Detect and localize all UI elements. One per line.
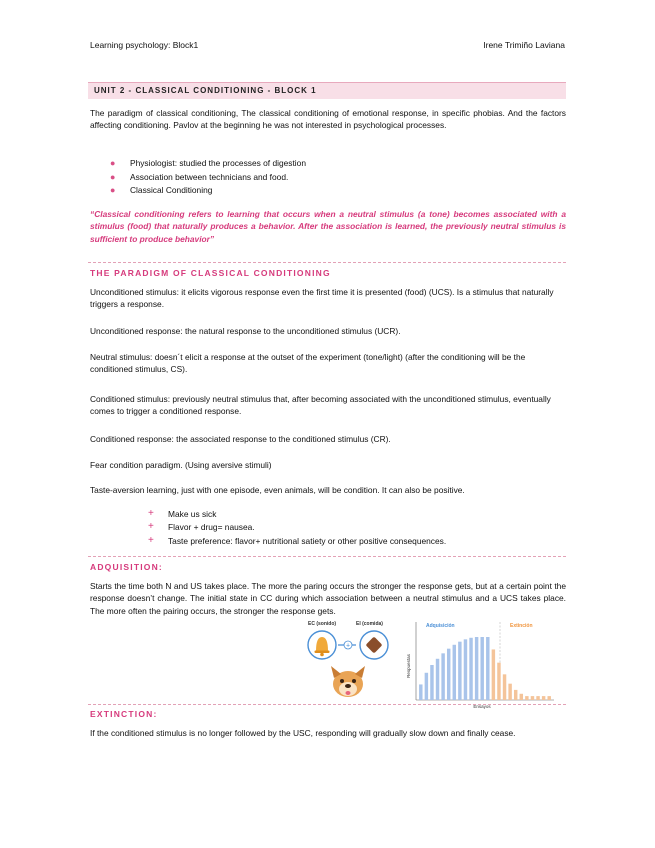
taste-aversion-text: Taste-aversion learning, just with one episode, even animals, will be condition. It can also be positive. xyxy=(90,485,465,495)
acquisition-bar xyxy=(425,673,428,700)
list-item: + Make us sick xyxy=(148,508,217,519)
ei-label: EI (comida) xyxy=(356,621,383,627)
acquisition-bar xyxy=(447,649,450,700)
extinction-bar xyxy=(520,694,523,700)
extinction-bar xyxy=(492,649,495,700)
acquisition-bar xyxy=(475,637,478,700)
intro-bullet-list xyxy=(110,157,306,198)
ucs-definition: Unconditioned stimulus: it elicits vigorous response even the first time it is presented (food) (UCS). Is a stimulus that naturally triggers a response. xyxy=(90,287,554,310)
bullet-icon: ● xyxy=(110,185,116,195)
list-item: ● Physiologist: studied the processes of digestion xyxy=(110,157,306,171)
extinction-bar xyxy=(514,690,517,700)
extinction-bar xyxy=(547,696,550,700)
acquisition-extinction-chart xyxy=(402,618,558,710)
extinction-bar xyxy=(503,674,506,700)
acquisition-bar xyxy=(469,638,472,700)
definition-quote: “Classical conditioning refers to learning that occurs when a neutral stimulus (a tone) becomes associated with a stimulus (food) that naturally produces a behavior. After the association is learned, the previously neutral stimulus is sufficient to produce behavior” xyxy=(90,209,566,244)
extinction-section-title: EXTINCTION: xyxy=(90,709,158,719)
acquisition-bar xyxy=(486,637,489,700)
cr-definition: Conditioned response: the associated response to the conditioned stimulus (CR). xyxy=(90,434,391,444)
intro-paragraph: The paradigm of classical conditioning, The classical conditioning of emotional response, in specific phobias. And the factors affecting conditioning. Pavlov at the beginning he was not interested in psychological processes. xyxy=(90,108,566,131)
y-axis-label: Respuestas xyxy=(406,654,411,678)
unit-title-band xyxy=(88,82,566,99)
conditioning-diagram xyxy=(302,618,398,700)
extinction-bar xyxy=(531,696,534,700)
plus-sign: + xyxy=(345,642,351,650)
x-axis-label: Ensayos xyxy=(473,704,491,709)
list-item: + Flavor + drug= nausea. xyxy=(148,521,255,533)
plus-icon: + xyxy=(148,508,154,519)
list-item: ● Classical Conditioning xyxy=(110,184,306,198)
unit-title: UNIT 2 - CLASSICAL CONDITIONING - BLOCK 1 xyxy=(94,86,317,95)
plus-icon: + xyxy=(148,534,154,546)
acquisition-bar xyxy=(464,639,467,700)
cs-definition: Conditioned stimulus: previously neutral stimulus that, after becoming associated with the unconditioned stimulus, eventually comes to trigger a conditioned response. xyxy=(90,394,551,417)
header-right: Irene Trimiño Laviana xyxy=(483,40,565,50)
list-item: ● Association between technicians and food. xyxy=(110,171,306,185)
bullet-icon: ● xyxy=(110,158,116,168)
acquisition-bar xyxy=(430,665,433,700)
ec-label: EC (sonido) xyxy=(308,621,337,627)
dog-icon xyxy=(331,666,365,697)
fear-paradigm-text: Fear condition paradigm. (Using aversive stimuli) xyxy=(90,460,272,470)
acquisition-bar xyxy=(441,653,444,700)
phase-label-acquisition: Adquisición xyxy=(426,623,455,629)
taste-plus-list xyxy=(148,508,446,548)
extinction-bar xyxy=(542,696,545,700)
header-left: Learning psychology: Block1 xyxy=(90,40,199,50)
extinction-bar xyxy=(508,684,511,700)
ucr-definition: Unconditioned response: the natural response to the unconditioned stimulus (UCR). xyxy=(90,326,401,336)
acquisition-section-title: ADQUISITION: xyxy=(90,562,163,572)
extinction-bar xyxy=(536,696,539,700)
section-divider xyxy=(88,262,566,263)
plus-icon: + xyxy=(148,521,154,533)
acquisition-bar xyxy=(419,684,422,700)
phase-label-extinction: Extinción xyxy=(510,623,533,629)
paradigm-section-title: THE PARADIGM OF CLASSICAL CONDITIONING xyxy=(90,268,331,278)
extinction-paragraph: If the conditioned stimulus is no longer followed by the USC, responding will gradually slow down and finally cease. xyxy=(90,728,516,738)
acquisition-bar xyxy=(436,659,439,700)
neutral-stimulus-definition: Neutral stimulus: doesn´t elicit a response at the outset of the experiment (tone/light) (after the conditioning will be the conditioned stimulus, CS). xyxy=(90,352,526,375)
section-divider xyxy=(88,556,566,557)
list-item: + Taste preference: flavor+ nutritional satiety or other positive consequences. xyxy=(148,534,447,546)
bullet-icon: ● xyxy=(110,171,116,182)
acquisition-paragraph: Starts the time both N and US takes place. The more the paring occurs the stronger the response gets, but at a certain point the response doesn’t change. The initial state in CC during which association between a neutral stimulus and a UCS takes place. The more often the pairing occurs, the stronger the response gets. xyxy=(90,581,566,616)
extinction-bar xyxy=(497,663,500,700)
section-divider xyxy=(88,704,566,705)
acquisition-bar xyxy=(480,637,483,700)
extinction-bar xyxy=(525,696,528,700)
acquisition-bar xyxy=(458,642,461,700)
acquisition-bar xyxy=(453,645,456,700)
